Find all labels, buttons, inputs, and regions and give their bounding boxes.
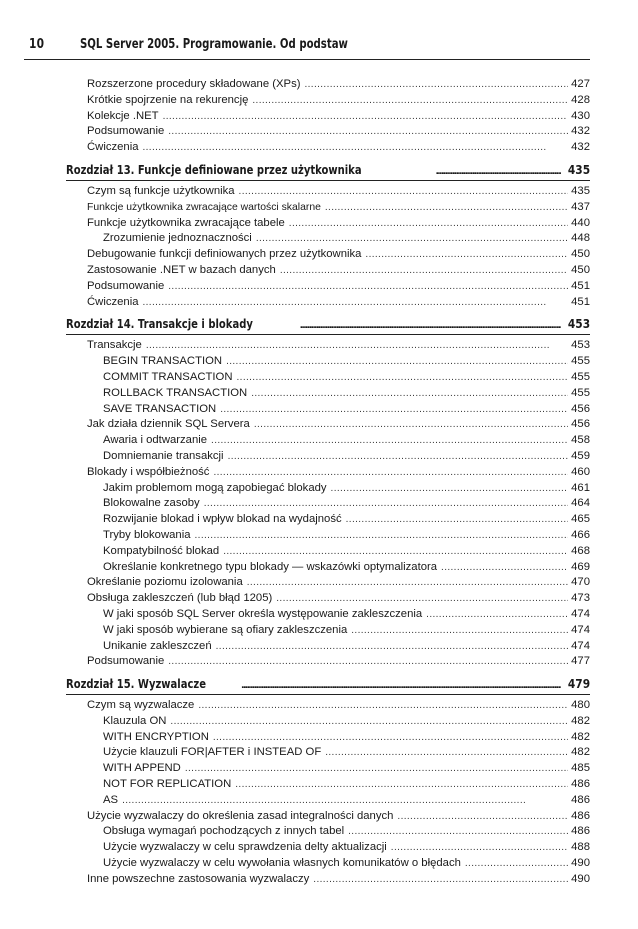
dot-leader bbox=[122, 793, 568, 809]
chapter-rule bbox=[66, 694, 590, 695]
dot-leader bbox=[237, 370, 569, 386]
dot-leader bbox=[168, 654, 568, 670]
dot-leader bbox=[325, 200, 568, 216]
dot-leader bbox=[346, 512, 569, 528]
toc-entry bbox=[66, 402, 590, 418]
dot-leader bbox=[325, 745, 568, 761]
entry-title: Awaria i odtwarzanie bbox=[103, 434, 208, 447]
entry-page-number: 461 bbox=[571, 481, 590, 494]
dot-leader bbox=[213, 465, 568, 481]
toc-entry bbox=[66, 840, 590, 856]
entry-page-number: 464 bbox=[571, 497, 590, 510]
entry-title: Jakim problemom mogą zapobiegać blokady bbox=[103, 481, 327, 494]
entry-page-number: 477 bbox=[571, 655, 590, 668]
dot-leader bbox=[247, 575, 568, 591]
entry-title: Blokowalne zasoby bbox=[103, 497, 200, 510]
toc-entry bbox=[66, 496, 590, 512]
entry-title: Zastosowanie .NET w bazach danych bbox=[87, 263, 276, 276]
toc-entry bbox=[66, 449, 590, 465]
dot-leader bbox=[300, 321, 561, 331]
dot-leader bbox=[198, 698, 568, 714]
dot-leader bbox=[289, 216, 568, 232]
entry-page-number: 486 bbox=[571, 793, 590, 806]
dot-leader bbox=[331, 481, 569, 497]
entry-page-number: 451 bbox=[571, 295, 590, 308]
entry-page-number: 450 bbox=[571, 263, 590, 276]
entry-title: Podsumowanie bbox=[87, 279, 165, 292]
toc-entry bbox=[66, 512, 590, 528]
toc-entry bbox=[66, 714, 590, 730]
entry-title: Podsumowanie bbox=[87, 655, 165, 668]
entry-title: Czym są funkcje użytkownika bbox=[87, 184, 235, 197]
toc-entry bbox=[66, 465, 590, 481]
entry-page-number: 458 bbox=[571, 434, 590, 447]
toc-entry bbox=[66, 623, 590, 639]
entry-page-number: 470 bbox=[571, 576, 590, 589]
toc-entry bbox=[66, 761, 590, 777]
entry-title: ROLLBACK TRANSACTION bbox=[103, 386, 248, 399]
entry-title: Użycie klauzuli FOR|AFTER i INSTEAD OF bbox=[103, 746, 322, 759]
chapter-page-number: 435 bbox=[567, 161, 590, 177]
entry-page-number: 469 bbox=[571, 560, 590, 573]
chapter-title: Rozdział 13. Funkcje definiowane przez użytkownika bbox=[66, 161, 362, 177]
dot-leader bbox=[220, 402, 568, 418]
dot-leader bbox=[391, 840, 568, 856]
entry-page-number: 456 bbox=[571, 402, 590, 415]
entry-title: Blokady i współbieżność bbox=[87, 465, 210, 478]
dot-leader bbox=[256, 231, 568, 247]
entry-page-number: 435 bbox=[571, 184, 590, 197]
entry-page-number: 466 bbox=[571, 528, 590, 541]
entry-title: Określanie poziomu izolowania bbox=[87, 576, 243, 589]
running-header bbox=[24, 32, 590, 60]
dot-leader bbox=[252, 93, 568, 109]
dot-leader bbox=[170, 714, 568, 730]
entry-page-number: 480 bbox=[571, 699, 590, 712]
entry-page-number: 473 bbox=[571, 592, 590, 605]
dot-leader bbox=[251, 386, 568, 402]
entry-title: SAVE TRANSACTION bbox=[103, 402, 217, 415]
entry-title: Zrozumienie jednoznaczności bbox=[103, 232, 252, 245]
entry-page-number: 474 bbox=[571, 623, 590, 636]
chapter-page-number: 479 bbox=[567, 676, 590, 692]
toc-entry bbox=[66, 370, 590, 386]
toc-entry bbox=[66, 745, 590, 761]
dot-leader bbox=[465, 856, 568, 872]
toc-entry bbox=[66, 544, 590, 560]
entry-title: Tryby blokowania bbox=[103, 528, 191, 541]
entry-title: W jaki sposób SQL Server określa występowanie zakleszczenia bbox=[103, 607, 423, 620]
toc-entry bbox=[66, 528, 590, 544]
entry-page-number: 437 bbox=[571, 200, 590, 213]
entry-page-number: 432 bbox=[571, 125, 590, 138]
entry-title: Użycie wyzwalaczy do określenia zasad integralności danych bbox=[87, 809, 394, 822]
dot-leader bbox=[397, 809, 568, 825]
entry-page-number: 455 bbox=[571, 370, 590, 383]
chapter-rule bbox=[66, 180, 590, 181]
dot-leader bbox=[216, 639, 569, 655]
entry-page-number: 427 bbox=[571, 78, 590, 90]
dot-leader bbox=[195, 528, 569, 544]
dot-leader bbox=[351, 623, 568, 639]
entry-title: AS bbox=[103, 793, 119, 806]
entry-page-number: 474 bbox=[571, 639, 590, 652]
entry-page-number: 490 bbox=[571, 872, 590, 885]
toc-entry bbox=[66, 607, 590, 623]
entry-title: Obsługa wymagań pochodzących z innych tabel bbox=[103, 825, 345, 838]
toc-entry bbox=[66, 124, 590, 140]
dot-leader bbox=[426, 607, 568, 623]
entry-title: Unikanie zakleszczeń bbox=[103, 639, 212, 652]
entry-page-number: 488 bbox=[571, 841, 590, 854]
toc-entry bbox=[66, 279, 590, 295]
toc-entry bbox=[66, 777, 590, 793]
chapter-heading bbox=[66, 156, 590, 184]
toc-entry bbox=[66, 77, 590, 93]
entry-page-number: 428 bbox=[571, 93, 590, 106]
entry-page-number: 460 bbox=[571, 465, 590, 478]
entry-title: Kolekcje .NET bbox=[87, 109, 159, 122]
dot-leader bbox=[146, 338, 568, 354]
toc-entry bbox=[66, 263, 590, 279]
chapter-page-number: 453 bbox=[567, 316, 590, 332]
toc-entry bbox=[66, 824, 590, 840]
toc-entry bbox=[66, 872, 590, 888]
toc-entry bbox=[66, 654, 590, 670]
entry-page-number: 482 bbox=[571, 746, 590, 759]
dot-leader bbox=[228, 449, 569, 465]
entry-page-number: 456 bbox=[571, 418, 590, 431]
dot-leader bbox=[163, 109, 569, 125]
toc-entry bbox=[66, 575, 590, 591]
entry-title: NOT FOR REPLICATION bbox=[103, 778, 232, 791]
dot-leader bbox=[226, 354, 568, 370]
toc-entry bbox=[66, 338, 590, 354]
chapter-heading bbox=[66, 670, 590, 698]
entry-page-number: 453 bbox=[571, 339, 590, 352]
entry-title: Rozszerzone procedury składowane (XPs) bbox=[87, 78, 301, 90]
chapter-row bbox=[66, 162, 590, 177]
dot-leader bbox=[168, 279, 568, 295]
chapter-row bbox=[66, 676, 590, 691]
entry-title: Debugowanie funkcji definiowanych przez użytkownika bbox=[87, 248, 362, 261]
entry-title: Kompatybilność blokad bbox=[103, 544, 220, 557]
dot-leader bbox=[276, 591, 568, 607]
dot-leader bbox=[435, 167, 560, 177]
entry-page-number: 432 bbox=[571, 141, 590, 154]
dot-leader bbox=[185, 761, 568, 777]
entry-title: Jak działa dziennik SQL Servera bbox=[87, 418, 250, 431]
toc-entry bbox=[66, 591, 590, 607]
entry-page-number: 468 bbox=[571, 544, 590, 557]
dot-leader bbox=[254, 417, 568, 433]
entry-page-number: 455 bbox=[571, 355, 590, 368]
entry-title: W jaki sposób wybierane są ofiary zakleszczenia bbox=[103, 623, 348, 636]
toc-entry bbox=[66, 809, 590, 825]
dot-leader bbox=[142, 140, 568, 156]
entry-title: Krótkie spojrzenie na rekurencję bbox=[87, 93, 249, 106]
toc-entry bbox=[66, 793, 590, 809]
toc-entry bbox=[66, 216, 590, 232]
entry-title: Inne powszechne zastosowania wyzwalaczy bbox=[87, 872, 310, 885]
toc-entry bbox=[66, 730, 590, 746]
entry-page-number: 465 bbox=[571, 513, 590, 526]
chapter-rule bbox=[66, 334, 590, 335]
toc-entry bbox=[66, 386, 590, 402]
entry-title: Określanie konkretnego typu blokady — wskazówki optymalizatora bbox=[103, 560, 438, 573]
dot-leader bbox=[239, 184, 569, 200]
toc-entry bbox=[66, 560, 590, 576]
entry-page-number: 486 bbox=[571, 809, 590, 822]
toc-entry bbox=[66, 433, 590, 449]
toc-entry bbox=[66, 109, 590, 125]
entry-page-number: 486 bbox=[571, 825, 590, 838]
entry-page-number: 455 bbox=[571, 386, 590, 399]
dot-leader bbox=[235, 777, 568, 793]
entry-page-number: 448 bbox=[571, 232, 590, 245]
toc-entry bbox=[66, 231, 590, 247]
toc-entry bbox=[66, 93, 590, 109]
entry-title: Użycie wyzwalaczy w celu wywołania własnych komunikatów o błędach bbox=[103, 857, 461, 870]
entry-page-number: 482 bbox=[571, 714, 590, 727]
dot-leader bbox=[204, 496, 568, 512]
entry-title: WITH ENCRYPTION bbox=[103, 730, 209, 743]
entry-title: Rozwijanie blokad i wpływ blokad na wydajność bbox=[103, 513, 342, 526]
toc-entry bbox=[66, 639, 590, 655]
table-of-contents bbox=[66, 77, 590, 888]
toc-entry bbox=[66, 354, 590, 370]
toc-entry bbox=[66, 417, 590, 433]
book-title: SQL Server 2005. Programowanie. Od podstaw bbox=[80, 37, 348, 52]
entry-title: BEGIN TRANSACTION bbox=[103, 355, 223, 368]
dot-leader bbox=[223, 544, 568, 560]
entry-page-number: 440 bbox=[571, 216, 590, 229]
dot-leader bbox=[313, 872, 568, 888]
chapter-title: Rozdział 15. Wyzwalacze bbox=[66, 676, 206, 692]
page-number: 10 bbox=[29, 37, 45, 52]
dot-leader bbox=[441, 560, 568, 576]
chapter-title: Rozdział 14. Transakcje i blokady bbox=[66, 316, 253, 332]
entry-title: Użycie wyzwalaczy w celu sprawdzenia delty aktualizacji bbox=[103, 841, 387, 854]
entry-title: Funkcje użytkownika zwracające wartości skalarne bbox=[87, 201, 321, 213]
toc-entry bbox=[66, 184, 590, 200]
entry-title: Funkcje użytkownika zwracające tabele bbox=[87, 216, 285, 229]
toc-entry bbox=[66, 140, 590, 156]
dot-leader bbox=[348, 824, 568, 840]
entry-page-number: 485 bbox=[571, 762, 590, 775]
entry-title: Domniemanie transakcji bbox=[103, 449, 224, 462]
toc-entry bbox=[66, 295, 590, 311]
dot-leader bbox=[168, 124, 568, 140]
entry-page-number: 430 bbox=[571, 109, 590, 122]
toc-entry bbox=[66, 247, 590, 263]
dot-leader bbox=[304, 77, 568, 93]
chapter-row bbox=[66, 316, 590, 331]
entry-page-number: 459 bbox=[571, 449, 590, 462]
toc-entry bbox=[66, 481, 590, 497]
entry-title: Podsumowanie bbox=[87, 125, 165, 138]
entry-title: COMMIT TRANSACTION bbox=[103, 370, 233, 383]
toc-entry bbox=[66, 698, 590, 714]
entry-title: Ćwiczenia bbox=[87, 295, 139, 308]
dot-leader bbox=[211, 433, 568, 449]
dot-leader bbox=[142, 295, 568, 311]
entry-page-number: 450 bbox=[571, 248, 590, 261]
entry-title: WITH APPEND bbox=[103, 762, 181, 775]
entry-page-number: 451 bbox=[571, 279, 590, 292]
entry-title: Klauzula ON bbox=[103, 714, 167, 727]
entry-page-number: 490 bbox=[571, 857, 590, 870]
entry-page-number: 482 bbox=[571, 730, 590, 743]
entry-title: Ćwiczenia bbox=[87, 141, 139, 154]
toc-entry bbox=[66, 856, 590, 872]
entry-page-number: 474 bbox=[571, 607, 590, 620]
entry-title: Transakcje bbox=[87, 339, 142, 352]
header-rule bbox=[24, 59, 590, 60]
dot-leader bbox=[365, 247, 568, 263]
entry-page-number: 486 bbox=[571, 778, 590, 791]
chapter-heading bbox=[66, 310, 590, 338]
entry-title: Obsługa zakleszczeń (lub błąd 1205) bbox=[87, 592, 273, 605]
entry-title: Czym są wyzwalacze bbox=[87, 699, 195, 712]
dot-leader bbox=[213, 730, 568, 746]
toc-entry bbox=[66, 200, 590, 216]
dot-leader bbox=[280, 263, 568, 279]
dot-leader bbox=[241, 681, 561, 691]
